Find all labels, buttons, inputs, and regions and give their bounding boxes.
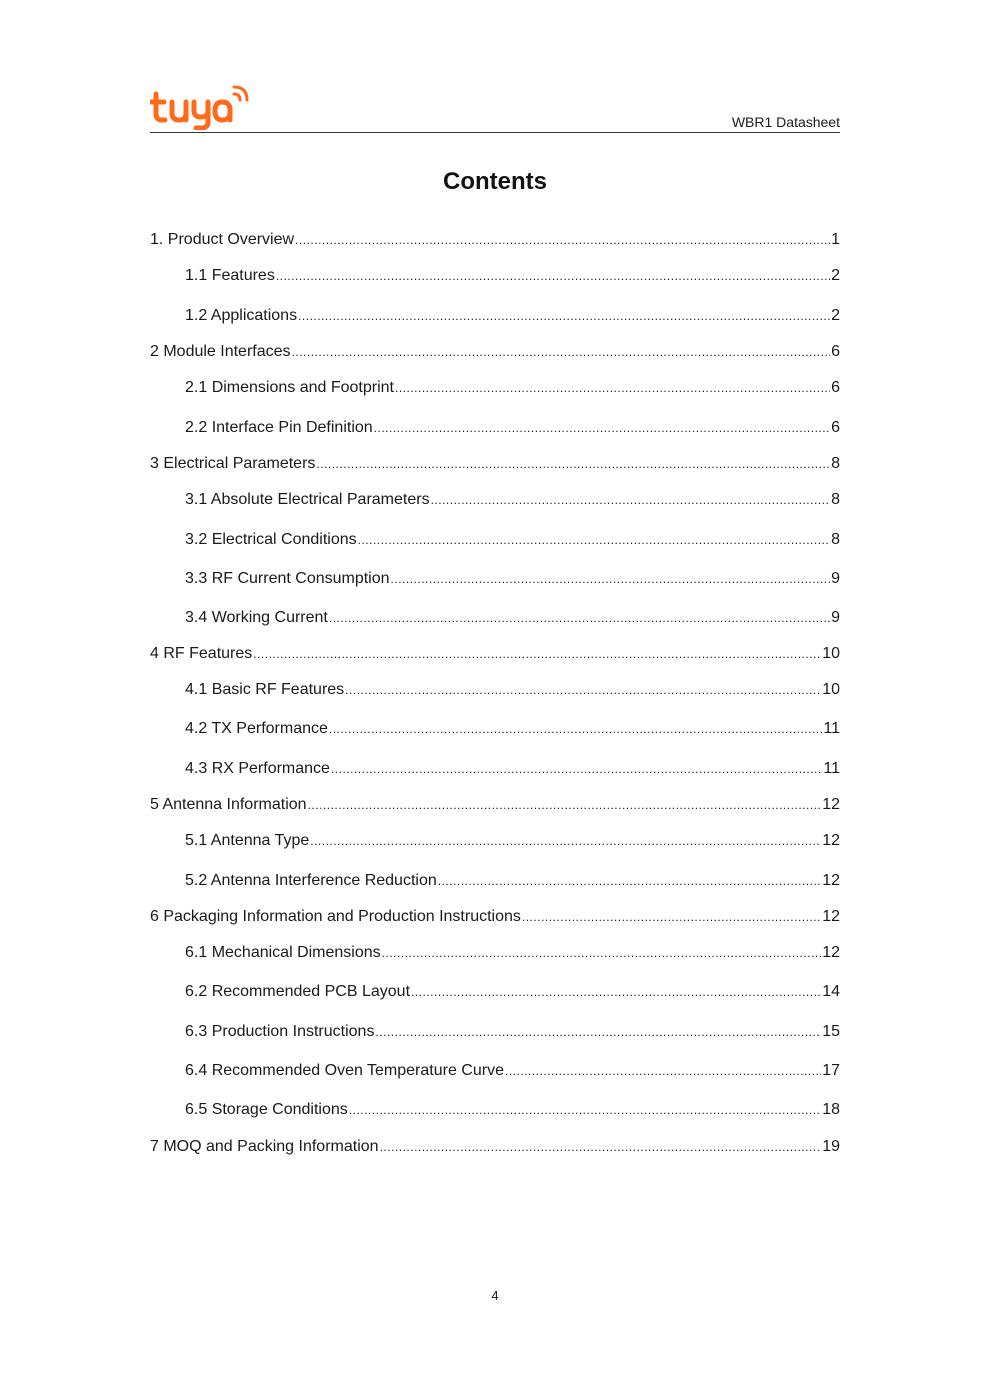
toc-entry-page[interactable]: 8 xyxy=(831,491,840,508)
toc-entry[interactable] xyxy=(150,907,840,927)
toc-entry-label[interactable]: 3.3 RF Current Consumption xyxy=(185,570,390,587)
dot-leader xyxy=(375,1022,821,1042)
dot-leader xyxy=(298,306,830,326)
toc-entry-page[interactable]: 8 xyxy=(831,455,840,472)
toc-entry[interactable] xyxy=(185,719,840,739)
toc-entry-page[interactable]: 12 xyxy=(822,832,840,849)
dot-leader xyxy=(331,759,822,779)
tuya-logo xyxy=(150,82,250,130)
toc-entry[interactable] xyxy=(185,871,840,891)
dot-leader xyxy=(358,530,830,550)
toc-entry-page[interactable]: 10 xyxy=(822,645,840,662)
toc-entry-label[interactable]: 1.1 Features xyxy=(185,267,275,284)
dot-leader xyxy=(522,907,821,927)
contents-heading: Contents xyxy=(443,168,547,195)
toc-entry-label[interactable]: 4 RF Features xyxy=(150,645,253,662)
toc-entry[interactable] xyxy=(150,342,840,362)
toc-entry[interactable] xyxy=(185,831,840,851)
dot-leader xyxy=(431,490,831,510)
toc-entry[interactable] xyxy=(185,1061,840,1081)
toc-entry-label[interactable]: 6.2 Recommended PCB Layout xyxy=(185,983,411,1000)
toc-entry-label[interactable]: 1. Product Overview xyxy=(150,231,295,248)
toc-entry-page[interactable]: 14 xyxy=(822,983,840,1000)
toc-entry[interactable] xyxy=(185,982,840,1002)
toc-entry[interactable] xyxy=(185,1022,840,1042)
dot-leader xyxy=(308,795,822,815)
toc-entry-page[interactable]: 9 xyxy=(831,570,840,587)
toc-entry[interactable] xyxy=(150,230,840,250)
dot-leader xyxy=(316,454,830,474)
toc-entry-label[interactable]: 5.1 Antenna Type xyxy=(185,832,310,849)
toc-entry[interactable] xyxy=(185,943,840,963)
dot-leader xyxy=(374,418,830,438)
dot-leader xyxy=(345,680,821,700)
toc-entry-page[interactable]: 15 xyxy=(822,1023,840,1040)
toc-entry-page[interactable]: 18 xyxy=(822,1101,840,1118)
toc-entry[interactable] xyxy=(185,569,840,589)
toc-entry-page[interactable]: 8 xyxy=(831,531,840,548)
dot-leader xyxy=(505,1061,821,1081)
dot-leader xyxy=(349,1100,821,1120)
toc-entry-label[interactable]: 2.1 Dimensions and Footprint xyxy=(185,379,394,396)
toc-entry-page[interactable]: 19 xyxy=(822,1138,840,1155)
toc-entry-label[interactable]: 6.1 Mechanical Dimensions xyxy=(185,944,381,961)
toc-entry-page[interactable]: 12 xyxy=(822,872,840,889)
toc-entry[interactable] xyxy=(185,266,840,286)
toc-entry-label[interactable]: 3.4 Working Current xyxy=(185,609,328,626)
toc-entry-label[interactable]: 3 Electrical Parameters xyxy=(150,455,316,472)
dot-leader xyxy=(395,378,830,398)
toc-entry-label[interactable]: 2.2 Interface Pin Definition xyxy=(185,419,373,436)
toc-entry-page[interactable]: 11 xyxy=(823,720,840,737)
toc-entry[interactable] xyxy=(185,530,840,550)
dot-leader xyxy=(380,1137,822,1157)
toc-entry-page[interactable]: 10 xyxy=(822,681,840,698)
dot-leader xyxy=(276,266,830,286)
toc-entry[interactable] xyxy=(150,644,840,664)
toc-entry-label[interactable]: 6.5 Storage Conditions xyxy=(185,1101,348,1118)
toc-entry-page[interactable]: 1 xyxy=(831,231,840,248)
document-title: WBR1 Datasheet xyxy=(731,114,840,130)
toc-entry-page[interactable]: 11 xyxy=(823,760,840,777)
toc-entry[interactable] xyxy=(150,1137,840,1157)
toc-entry[interactable] xyxy=(185,1100,840,1120)
toc-entry[interactable] xyxy=(185,378,840,398)
toc-entry[interactable] xyxy=(150,454,840,474)
toc-entry-page[interactable]: 9 xyxy=(831,609,840,626)
toc-entry-label[interactable]: 1.2 Applications xyxy=(185,307,298,324)
toc-entry-page[interactable]: 6 xyxy=(831,419,840,436)
dot-leader xyxy=(329,719,823,739)
toc-entry[interactable] xyxy=(185,490,840,510)
dot-leader xyxy=(329,608,830,628)
toc-entry-label[interactable]: 6.3 Production Instructions xyxy=(185,1023,375,1040)
toc-entry-page[interactable]: 12 xyxy=(822,796,840,813)
toc-entry-label[interactable]: 3.1 Absolute Electrical Parameters xyxy=(185,491,430,508)
toc-entry-label[interactable]: 2 Module Interfaces xyxy=(150,343,291,360)
toc-entry-page[interactable]: 6 xyxy=(831,379,840,396)
dot-leader xyxy=(295,230,830,250)
toc-entry-label[interactable]: 6.4 Recommended Oven Temperature Curve xyxy=(185,1062,504,1079)
dot-leader xyxy=(292,342,831,362)
toc-entry-page[interactable]: 2 xyxy=(831,307,840,324)
toc-entry-page[interactable]: 2 xyxy=(831,267,840,284)
toc-entry-label[interactable]: 4.2 TX Performance xyxy=(185,720,328,737)
dot-leader xyxy=(438,871,821,891)
toc-entry-label[interactable]: 4.3 RX Performance xyxy=(185,760,330,777)
dot-leader xyxy=(382,943,822,963)
toc-entry-label[interactable]: 5 Antenna Information xyxy=(150,796,307,813)
toc-entry-label[interactable]: 7 MOQ and Packing Information xyxy=(150,1138,379,1155)
toc-entry[interactable] xyxy=(185,608,840,628)
toc-entry-label[interactable]: 3.2 Electrical Conditions xyxy=(185,531,357,548)
toc-entry-label[interactable]: 5.2 Antenna Interference Reduction xyxy=(185,872,437,889)
toc-entry[interactable] xyxy=(150,795,840,815)
toc-entry-page[interactable]: 12 xyxy=(822,908,840,925)
toc-entry-page[interactable]: 6 xyxy=(831,343,840,360)
toc-entry[interactable] xyxy=(185,306,840,326)
toc-entry-label[interactable]: 6 Packaging Information and Production Instructions xyxy=(150,908,521,925)
toc-entry-page[interactable]: 17 xyxy=(822,1062,840,1079)
toc-entry[interactable] xyxy=(185,759,840,779)
page-number: 4 xyxy=(491,1288,499,1303)
dot-leader xyxy=(310,831,821,851)
toc-entry-label[interactable]: 4.1 Basic RF Features xyxy=(185,681,345,698)
dot-leader xyxy=(253,644,821,664)
toc-entry[interactable] xyxy=(185,418,840,438)
dot-leader xyxy=(411,982,821,1002)
dot-leader xyxy=(391,569,831,589)
toc-entry-page[interactable]: 12 xyxy=(822,944,840,961)
page-header xyxy=(150,80,840,133)
toc-entry[interactable] xyxy=(185,680,840,700)
